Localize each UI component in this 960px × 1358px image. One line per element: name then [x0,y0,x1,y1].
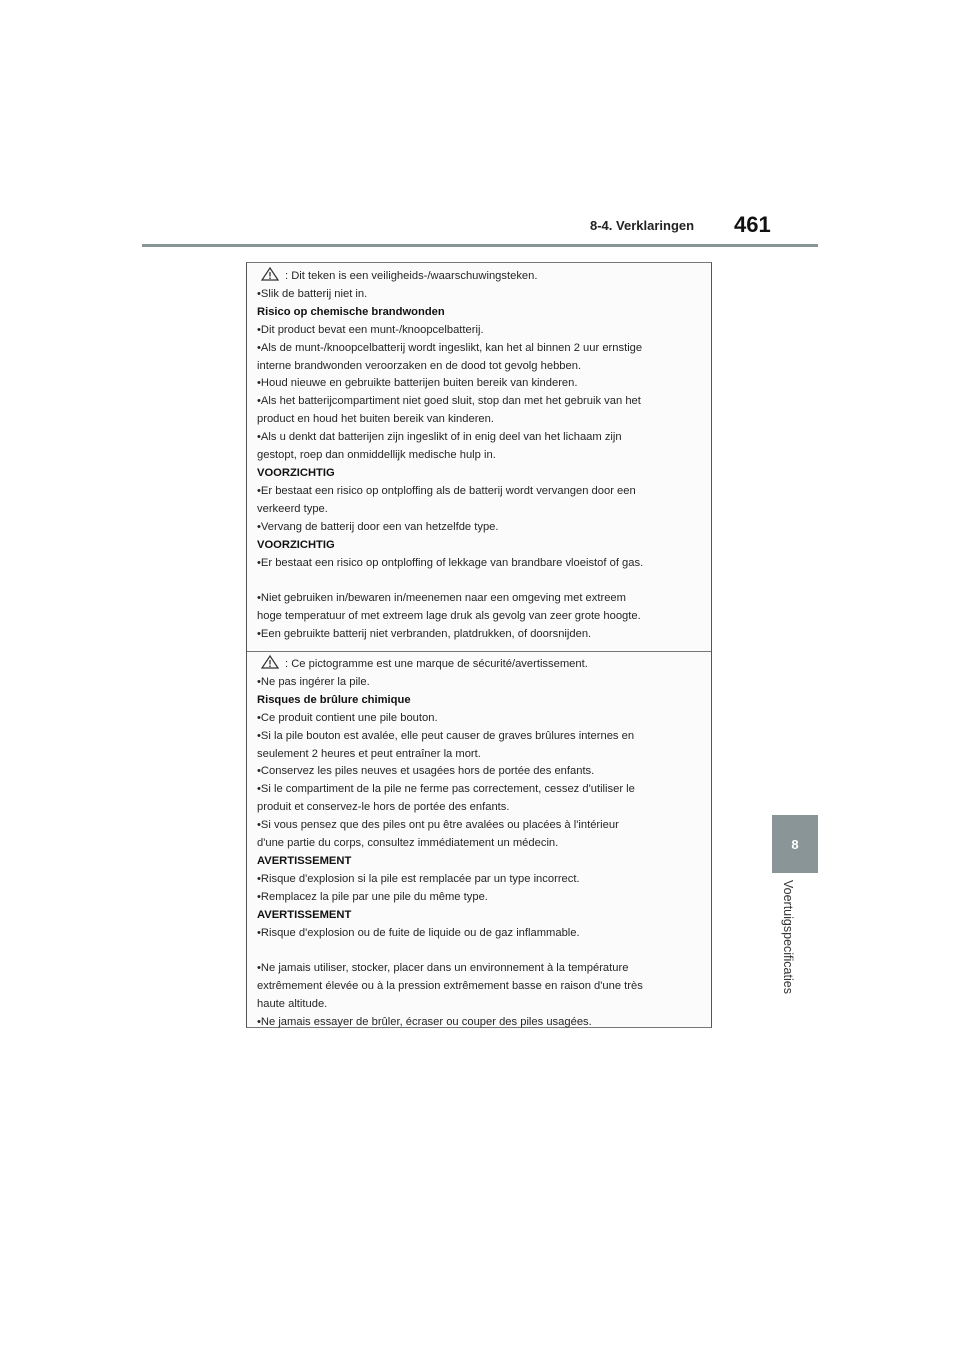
section-divider [247,651,711,652]
warning-text-line: d'une partie du corps, consultez immédiatement un médecin. [257,837,559,850]
warning-text-line: •Er bestaat een risico op ontploffing als de batterij wordt vervangen door een [257,484,636,497]
dutch-lines [257,267,703,644]
battery-warning-label [246,262,712,1028]
warning-text-line: •Ne pas ingérer la pile. [257,675,370,688]
warning-text-line: •Als het batterijcompartiment niet goed sluit, stop dan met het gebruik van het [257,395,641,408]
warning-text-line: •Conservez les piles neuves et usagées hors de portée des enfants. [257,765,595,778]
warning-text-line: hoge temperatuur of met extreem lage druk als gevolg van zeer grote hoogte. [257,610,641,623]
warning-text-line: •Houd nieuwe en gebruikte batterijen buiten bereik van kinderen. [257,377,578,390]
warning-triangle-icon [261,267,279,281]
warning-heading: AVERTISSEMENT [257,908,352,921]
warning-text-line: •Slik de batterij niet in. [257,287,368,300]
dutch-warning-section [257,267,703,644]
warning-text-line: •Dit product bevat een munt-/knoopcelbatterij. [257,323,484,336]
french-lines [257,655,703,1032]
warning-text-line: product en houd het buiten bereik van kinderen. [257,413,494,426]
warning-heading: AVERTISSEMENT [257,854,352,867]
warning-text-line: •Er bestaat een risico op ontploffing of lekkage van brandbare vloeistof of gas. [257,556,644,569]
warning-text-line: •Niet gebruiken in/bewaren in/meenemen naar een omgeving met extreem [257,592,626,605]
warning-heading: Risques de brûlure chimique [257,693,411,706]
warning-text-line: seulement 2 heures et peut entraîner la mort. [257,747,481,760]
warning-text-line: •Ne jamais utiliser, stocker, placer dans un environnement à la température [257,962,629,975]
warning-text-line: •Risque d'explosion si la pile est remplacée par un type incorrect. [257,872,580,885]
page-number: 461 [734,212,771,237]
warning-text-line: •Risque d'explosion ou de fuite de liquide ou de gaz inflammable. [257,926,580,939]
warning-text-line: verkeerd type. [257,502,328,515]
warning-text-line: •Ce produit contient une pile bouton. [257,711,438,724]
warning-text-line: produit et conservez-le hors de portée des enfants. [257,801,510,814]
chapter-side-label: Voertuigspecificaties [781,880,795,994]
warning-text-line: •Si la pile bouton est avalée, elle peut causer de graves brûlures internes en [257,729,635,742]
warning-text-line: •Een gebruikte batterij niet verbranden, platdrukken, of doorsnijden. [257,628,592,641]
warning-text-line: •Als de munt-/knoopcelbatterij wordt ingeslikt, kan het al binnen 2 uur ernstige [257,341,643,354]
section-title: 8-4. Verklaringen [590,218,695,233]
chapter-number: 8 [791,836,799,852]
warning-triangle-icon [261,655,279,669]
warning-text-line [257,267,703,286]
warning-heading: VOORZICHTIG [257,538,335,551]
warning-text-line: extrêmement élevée ou à la pression extrêmement basse en raison d'une très [257,980,643,993]
warning-text-line: •Si vous pensez que des piles ont pu être avalées ou placées à l'intérieur [257,819,619,832]
blank-line [257,943,703,961]
warning-text-line [257,655,703,674]
warning-text-line: •Als u denkt dat batterijen zijn ingeslikt of in enig deel van het lichaam zijn [257,431,622,444]
warning-text-line: •Vervang de batterij door een van hetzelfde type. [257,520,499,533]
warning-heading: Risico op chemische brandwonden [257,305,445,318]
french-warning-section [257,655,703,1032]
warning-text-line: gestopt, roep dan onmiddellijk medische hulp in. [257,449,496,462]
blank-line [257,572,703,590]
warning-text-line: interne brandwonden veroorzaken en de dood tot gevolg hebben. [257,359,582,372]
chapter-tab [772,815,818,873]
warning-text-line: •Remplacez la pile par une pile du même type. [257,890,488,903]
symbol-explanation: : Dit teken is een veiligheids-/waarschuwingsteken. [285,270,538,282]
symbol-explanation: : Ce pictogramme est une marque de sécurité/avertissement. [285,658,588,670]
warning-text-line: •Si le compartiment de la pile ne ferme pas correctement, cessez d'utiliser le [257,783,635,796]
warning-text-line: haute altitude. [257,998,328,1011]
warning-heading: VOORZICHTIG [257,466,335,479]
warning-text-line: •Ne jamais essayer de brûler, écraser ou couper des piles usagées. [257,1016,592,1029]
header-rule [142,244,818,247]
